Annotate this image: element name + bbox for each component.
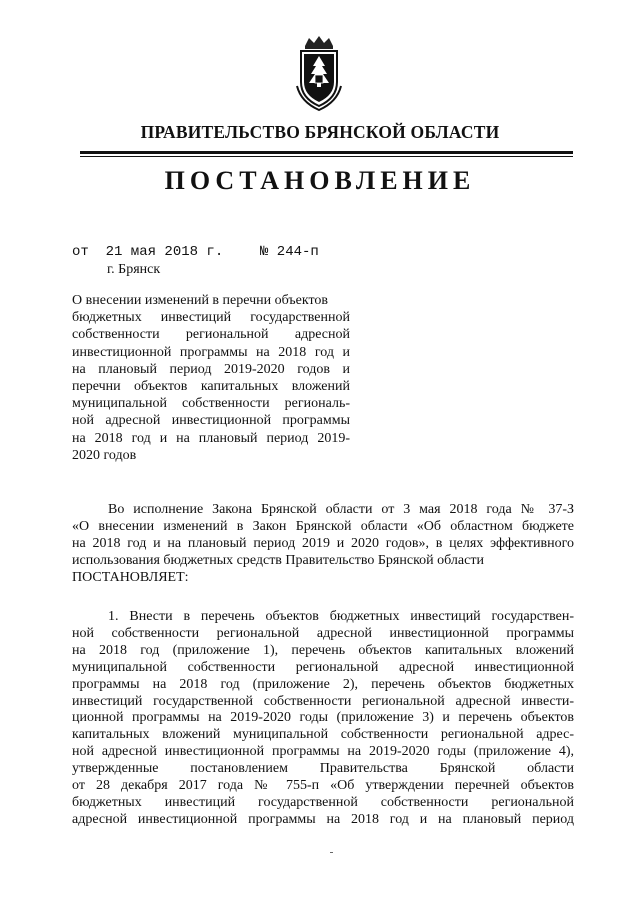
item-1-line: ной собственности региональной адресной инвестиционной программы <box>72 625 574 641</box>
government-title: ПРАВИТЕЛЬСТВО БРЯНСКОЙ ОБЛАСТИ <box>140 122 500 142</box>
document-date-line <box>72 244 319 260</box>
item-1-line: программы на 2018 год (приложение 2), перечень объектов бюджетных <box>72 676 574 692</box>
subject-line: перечни объектов капитальных вложений <box>72 379 350 395</box>
document-date: от 21 мая 2018 г. <box>72 244 224 260</box>
item-1-line: инвестиций государственной собственности региональной адресной инвести- <box>72 693 574 709</box>
item-1-line: капитальных вложений муниципальной собственности региональной адрес- <box>72 727 574 743</box>
document-subject <box>72 292 350 464</box>
subject-line: инвестиционной программы на 2018 год и <box>72 344 350 360</box>
subject-line: муниципальной собственности региональ- <box>72 396 350 412</box>
header-rule-thin <box>80 156 573 157</box>
item-1-line: ной адресной инвестиционной программы на 2019-2020 годы (приложение 4), <box>72 744 574 760</box>
item-1-line: утвержденные постановлением Правительства Брянской области <box>72 761 574 777</box>
preamble-line: Во исполнение Закона Брянской области от 3 мая 2018 года № 37-З <box>108 502 574 517</box>
subject-line: собственности региональной адресной <box>72 327 350 343</box>
preamble-line: использования бюджетных средств Правительство Брянской области <box>72 552 484 568</box>
document-city: г. Брянск <box>107 262 161 277</box>
preamble-line: ПОСТАНОВЛЯЕТ: <box>72 569 189 585</box>
scan-speck <box>330 852 333 853</box>
item-1-line: на 2018 год (приложение 1), перечень объектов капитальных вложений <box>72 642 574 658</box>
preamble-line: «О внесении изменений в Закон Брянской области «Об областном бюджете <box>72 518 574 534</box>
subject-line: на плановый период 2019-2020 годов и <box>72 361 350 377</box>
subject-line: 2020 годов <box>72 447 137 463</box>
preamble-paragraph <box>72 502 574 587</box>
subject-line: на 2018 год и на плановый период 2019- <box>72 430 350 446</box>
subject-line: бюджетных инвестиций государственной <box>72 310 350 326</box>
item-1-line: бюджетных инвестиций государственной собственности региональной <box>72 794 574 810</box>
item-1-paragraph <box>72 609 574 829</box>
coat-of-arms-emblem <box>287 36 351 112</box>
subject-line: ной адресной инвестиционной программы <box>72 413 350 429</box>
preamble-line: на 2018 год и на плановый период 2019 и 2020 годов», в целях эффективного <box>72 535 574 551</box>
document-type-title: ПОСТАНОВЛЕНИЕ <box>164 166 476 195</box>
item-1-line: от 28 декабря 2017 года № 755-п «Об утверждении перечней объектов <box>72 778 574 794</box>
item-1-line: муниципальной собственности региональной адресной инвестиционной <box>72 659 574 675</box>
header-rule-thick <box>80 151 573 154</box>
document-number: № 244-п <box>260 244 319 260</box>
item-1-line: 1. Внести в перечень объектов бюджетных инвестиций государствен- <box>108 609 574 624</box>
item-1-line: адресной инвестиционной программы на 2018 год и на плановый период <box>72 811 574 827</box>
subject-line: О внесении изменений в перечни объектов <box>72 293 329 308</box>
item-1-line: ционной программы на 2019-2020 годы (приложение 3) и перечень объектов <box>72 710 574 726</box>
